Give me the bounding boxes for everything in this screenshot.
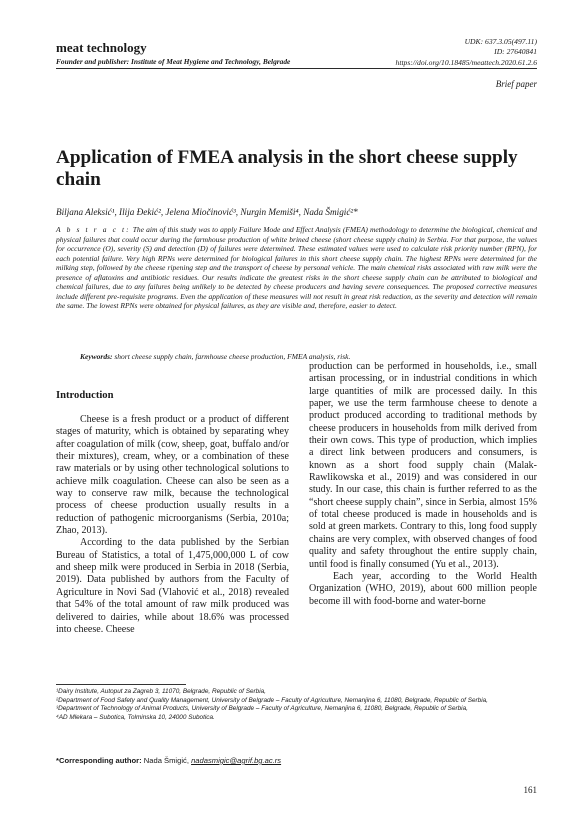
abstract-text: The aim of this study was to apply Failure Mode and Effect Analysis (FMEA) methodology to determine the biological, chemical and physical failures that could occur during the farmhouse production of white brined cheese (short cheese supply chain) in Serbia. For that purpose, the values for occurrence (O), severity (S) and detection (D) of failures were determined. These estimated values were used to calculate risk priority number (RPN), for each potential failure. Very high RPNs were determined for biological failures in this short cheese supply chain. The highest RPNs were determined for the milking step, followed by the cheese ripening step and the transport of cheese by personal vehicle. The main chemical risks associated with raw milk were the presence of aflatoxins and antibiotic residues. Our results indicate the greatest risks in the short cheese supply chain can be attributed to biological and chemical failures, due to any failures being unlikely to be detected by cheese producers and having severe consequences. The proposed corrective measures include different pre-requisite programs. Even the application of these measures will not result in great risk reduction, as the severity and detection will remain the same. The lowest RPNs were obtained for physical failures, as they are visible and, therefore, easier to detect. (56, 225, 538, 310)
corresponding-author (56, 756, 281, 765)
affiliation-4: ⁴AD Mlekara – Subotica, Tolminska 10, 24000 Subotica. (56, 713, 215, 721)
paragraph: Each year, according to the World Health Organization (WHO, 2019), about 600 million people become ill with food-borne and water-borne (309, 570, 537, 607)
paragraph: production can be performed in households, i.e., small artisan processing, or in industrial conditions in which large quantities of milk are processed daily. In this paper, we use the term farmhouse cheese to denote a product produced according to traditional methods by cheese producers in households from milk derived from their own cows. This type of production, which implies a direct link between producers and consumers, is known as a short food supply chain (Malak-Rawlikowska et al., 2019) and was considered in our study. In our case, this chain is further referred to as the “short cheese supply chain”, since in Serbia, almost 15% of total cheese produced is made in households and is sold at green markets. Contrary to this, long food supply chains are very complex, with observed changes of food quality and safety throughout the entire supply chain, until food is finally consumed (Yu et al., 2013). (309, 361, 537, 570)
paragraph: Cheese is a fresh product or a product of different stages of maturity, which is obtained by separating whey after coagulation of milk (cow, sheep, goat, buffalo and/or their mixtures), cream, whey, or a combination of these raw materials or by using other technological solutions to achieve milk coagulation. Cheese can also be seen as a way to conserve raw milk, because the technological process of cheese production usually results in a reduction of pathogenic microorganisms (Serbia, 2010a; Zhao, 2013). (56, 414, 289, 537)
right-column (309, 361, 537, 608)
keywords-label: Keywords: (80, 352, 113, 361)
abstract (56, 225, 537, 311)
corresponding-label: *Corresponding author: (56, 756, 142, 765)
udk-code: UDK: 637.3.05(497.11) (464, 37, 537, 46)
page-number: 161 (523, 785, 537, 795)
article-id: ID: 27640841 (494, 47, 537, 56)
paragraph: According to the data published by the Serbian Bureau of Statistics, a total of 1,475,000,000 L of cow and sheep milk were produced in Serbia in 2018 (Serbia, 2019). Data published by authors from the Faculty of Agriculture in Novi Sad (Vlahović et al., 2018) revealed that 54% of the total amount of raw milk produced was delivered to dairies, while about 18.6% was processed into cheese. Cheese (56, 537, 289, 635)
keywords-text: short cheese supply chain, farmhouse cheese production, FMEA analysis, risk. (114, 352, 351, 361)
affiliation-2: ²Department of Food Safety and Quality Management, University of Belgrade – Faculty of Agriculture, Nemanjina 6, 11080, Belgrade, Republic of Serbia, (56, 696, 488, 704)
header-rule (56, 68, 537, 69)
affiliation-1: ¹Dairy Institute, Autoput za Zagreb 3, 11070, Belgrade, Republic of Serbia, (56, 688, 266, 695)
corresponding-email-link[interactable]: nadasmigic@agrif.bg.ac.rs (191, 756, 282, 765)
section-heading: Introduction (56, 390, 114, 401)
author-list: Biljana Aleksić¹, Ilija Đekić², Jelena Miočinović³, Nurgin Memiši⁴, Nada Šmigić²* (56, 207, 358, 217)
corresponding-name: Nada Šmigić, (143, 756, 189, 765)
affiliation-3: ³Department of Technology of Animal Products, University of Belgrade – Faculty of Agriculture, Nemanjina 6, 11080, Belgrade, Republic of Serbia, (56, 705, 468, 713)
doi-link[interactable]: https://doi.org/10.18485/meattech.2020.61.2.6 (395, 58, 537, 67)
affiliations (56, 688, 546, 722)
publisher-line: Founder and publisher: Institute of Meat Hygiene and Technology, Belgrade (56, 57, 291, 66)
abstract-label: A b s t r a c t: (56, 225, 131, 234)
article-title: Application of FMEA analysis in the short cheese supply chain (56, 147, 518, 190)
journal-name: meat technology (56, 40, 147, 55)
left-column (56, 390, 289, 636)
footnote-rule (56, 684, 186, 685)
paper-type: Brief paper (495, 79, 537, 89)
keywords (80, 352, 350, 361)
